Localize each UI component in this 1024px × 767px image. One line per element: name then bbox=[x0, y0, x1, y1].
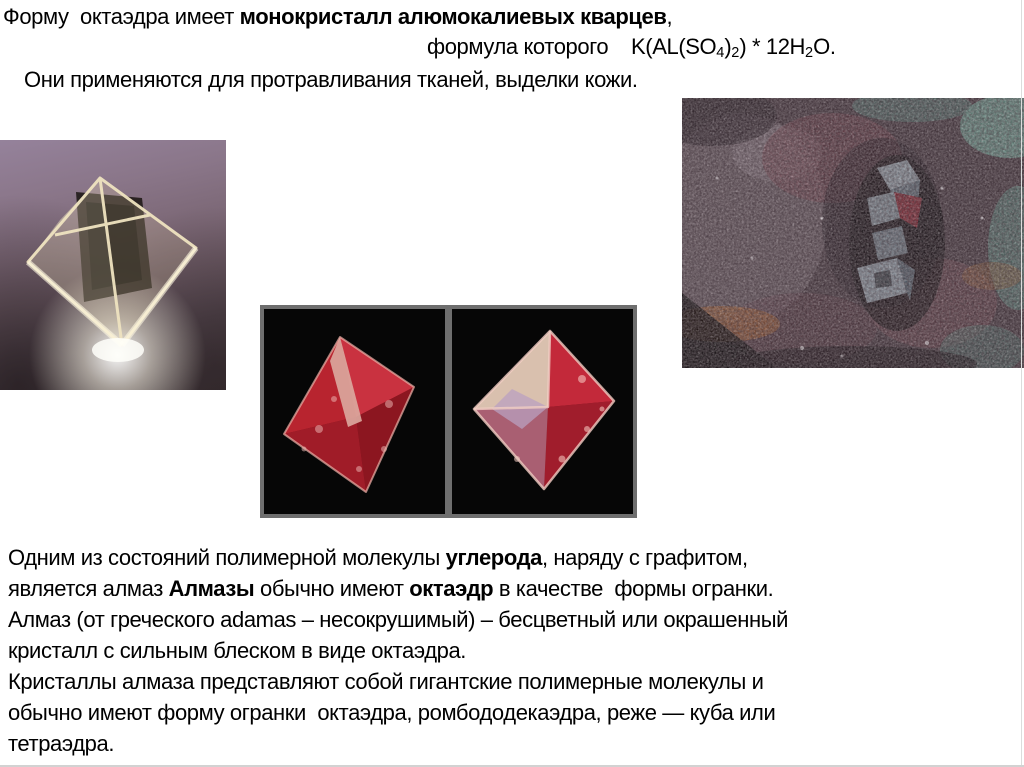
formula-line: формула которого K(AL(SO4)2) * 12H2O. bbox=[427, 34, 836, 62]
alum-crystal-photo bbox=[0, 140, 226, 390]
red-crystal-panel-right bbox=[452, 309, 633, 514]
rock-texture-shape bbox=[682, 98, 1024, 368]
rock-crystals-photo bbox=[682, 98, 1024, 368]
red-octahedron-right-shape bbox=[452, 309, 633, 514]
red-crystal-panel-left bbox=[264, 309, 445, 514]
diamond-paragraph: Одним из состояний полимерной молекулы углерода, наряду с графитом, является алмаз Алмазы обычно имеют октаэдр в качестве формы огранки. Алмаз (от греческого adamas – несокрушимый) – бесцветный или окрашенный кристалл с сильным блеском в виде октаэдра. Кристаллы алмаза представляют собой гигантские полимерные молекулы и обычно имеют форму огранки октаэдра, ромбододекаэдра, реже — куба или тетраэдра. bbox=[8, 545, 789, 756]
top-text-block bbox=[3, 2, 1003, 95]
red-octahedron-left-shape bbox=[264, 309, 445, 514]
slide-right-border bbox=[1021, 0, 1022, 767]
intro-line: Форму октаэдра имеет монокристалл алюмокалиевых кварцев, bbox=[3, 4, 673, 29]
red-crystals-photo bbox=[260, 305, 637, 518]
alum-octahedron-shape bbox=[0, 140, 226, 390]
usage-line: Они применяются для протравливания тканей, выделки кожи. bbox=[24, 67, 638, 92]
